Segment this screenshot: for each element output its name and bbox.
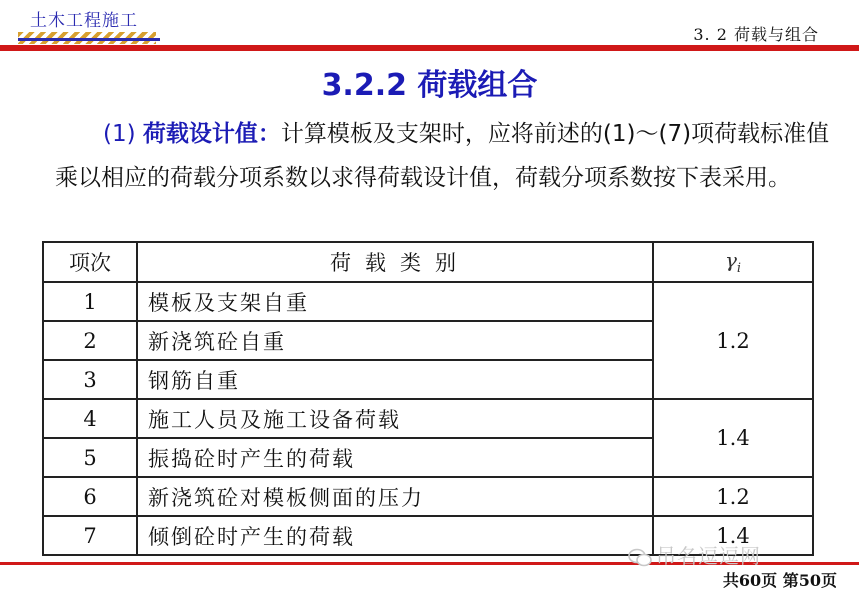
header-coefficient: $\gamma_i$ (653, 242, 813, 282)
row-index: 4 (43, 399, 137, 438)
page-indicator: 共60页 第50页 (722, 571, 837, 590)
course-title: 土木工程施工 (30, 11, 138, 31)
header-underline (18, 38, 160, 41)
load-factor-table (42, 241, 814, 556)
body-paragraph (55, 112, 830, 200)
row-category: 施工人员及施工设备荷载 (137, 399, 653, 438)
row-coefficient: 1.2 (653, 477, 813, 516)
row-category: 新浇筑砼自重 (137, 321, 653, 360)
row-index: 3 (43, 360, 137, 399)
table-row (43, 399, 813, 438)
row-category: 新浇筑砼对模板侧面的压力 (137, 477, 653, 516)
row-index: 7 (43, 516, 137, 555)
row-coefficient: 1.4 (653, 399, 813, 477)
row-coefficient: 1.4 (653, 516, 813, 555)
table-row (43, 477, 813, 516)
row-category: 钢筋自重 (137, 360, 653, 399)
header-rule (0, 45, 859, 51)
paragraph-number: (1) (103, 121, 136, 147)
row-index: 1 (43, 282, 137, 321)
section-label: 3. 2 荷载与组合 (693, 25, 819, 44)
row-index: 2 (43, 321, 137, 360)
paragraph-text: 计算模板及支架时，应将前述的(1)～(7)项荷载标准值乘以相应的荷载分项系数以求得荷载设计值，荷载分项系数按下表采用。 (55, 121, 830, 191)
chat-bubble-icon (628, 548, 652, 568)
header-category: 荷载类别 (137, 242, 653, 282)
header-index: 项次 (43, 242, 137, 282)
slide-heading: 3.2.2 荷载组合 (321, 68, 538, 103)
table-row (43, 282, 813, 321)
table-header-row (43, 242, 813, 282)
row-index: 5 (43, 438, 137, 477)
row-index: 6 (43, 477, 137, 516)
row-category: 倾倒砼时产生的荷载 (137, 516, 653, 555)
row-coefficient: 1.2 (653, 282, 813, 399)
paragraph-term: 荷载设计值： (142, 121, 281, 147)
row-category: 振捣砼时产生的荷载 (137, 438, 653, 477)
watermark-text: 吊名逗逗网 (656, 544, 761, 568)
row-category: 模板及支架自重 (137, 282, 653, 321)
watermark (628, 540, 761, 569)
